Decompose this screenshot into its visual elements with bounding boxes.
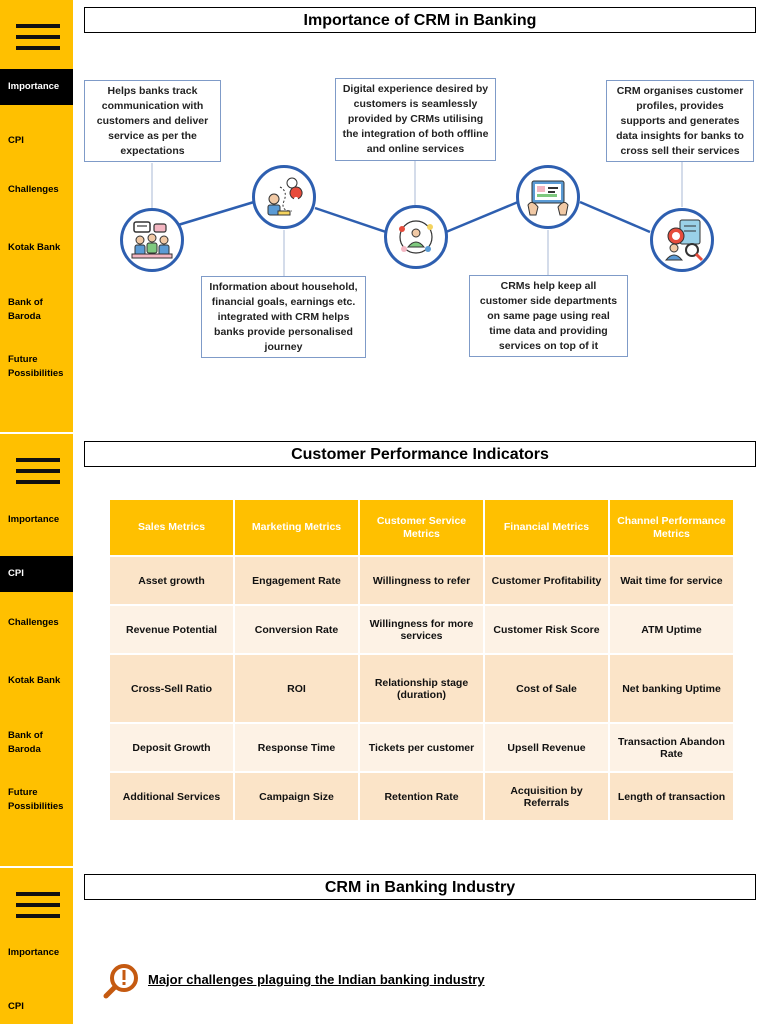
nav-challenges[interactable]: Challenges xyxy=(8,617,59,628)
info-box-personalised-journey: Information about household, financial goals, earnings etc. integrated with CRM helps banks provide personalised journey xyxy=(201,276,366,358)
nav-importance[interactable]: Importance xyxy=(8,514,60,525)
column-header: Financial Metrics xyxy=(484,499,609,556)
nav-cpi[interactable]: CPI xyxy=(0,556,73,592)
info-box-cross-sell: CRM organises customer profiles, provides supports and generates data insights for banks to cross sell their services xyxy=(606,80,754,162)
table-cell: Cost of Sale xyxy=(484,654,609,723)
table-row xyxy=(109,723,734,772)
nav-importance[interactable]: Importance xyxy=(0,69,73,105)
column-header: Customer Service Metrics xyxy=(359,499,484,556)
nav-bank-of-baroda[interactable]: Bank of Baroda xyxy=(8,730,43,755)
table-cell: Upsell Revenue xyxy=(484,723,609,772)
nav-kotak-bank[interactable]: Kotak Bank xyxy=(8,675,61,686)
nav-kotak-bank[interactable]: Kotak Bank xyxy=(8,242,61,253)
table-cell: Asset growth xyxy=(109,556,234,605)
menu-icon[interactable] xyxy=(16,892,60,918)
menu-icon[interactable] xyxy=(16,458,60,484)
table-cell: Revenue Potential xyxy=(109,605,234,654)
table-cell: Acquisition by Referrals xyxy=(484,772,609,821)
nav-future-possibilities[interactable]: Future Possibilities xyxy=(8,354,64,379)
warning-search-icon xyxy=(102,962,142,1000)
financial-planning-icon xyxy=(252,165,316,229)
nav-bank-of-baroda[interactable]: Bank of Baroda xyxy=(8,297,43,322)
section-title: CRM in Banking Industry xyxy=(84,874,756,900)
table-cell: Net banking Uptime xyxy=(609,654,734,723)
digital-network-icon xyxy=(384,205,448,269)
nav-future-possibilities[interactable]: Future Possibilities xyxy=(8,787,64,812)
table-cell: Retention Rate xyxy=(359,772,484,821)
table-cell: Engagement Rate xyxy=(234,556,359,605)
challenges-heading: Major challenges plaguing the Indian banking industry xyxy=(148,972,485,987)
table-cell: Customer Risk Score xyxy=(484,605,609,654)
table-row xyxy=(109,772,734,821)
table-cell: Willingness to refer xyxy=(359,556,484,605)
nav-cpi[interactable]: CPI xyxy=(8,135,24,146)
table-cell: Transaction Abandon Rate xyxy=(609,723,734,772)
sidebar xyxy=(0,434,73,866)
slide-crm-industry xyxy=(0,868,768,1024)
table-header-row xyxy=(109,499,734,556)
column-header: Channel Performance Metrics xyxy=(609,499,734,556)
realtime-dashboard-icon xyxy=(516,165,580,229)
table-cell: Wait time for service xyxy=(609,556,734,605)
table-row xyxy=(109,556,734,605)
column-header: Sales Metrics xyxy=(109,499,234,556)
column-header: Marketing Metrics xyxy=(234,499,359,556)
team-meeting-icon xyxy=(120,208,184,272)
table-cell: Customer Profitability xyxy=(484,556,609,605)
table-cell: Deposit Growth xyxy=(109,723,234,772)
info-box-digital-experience: Digital experience desired by customers is seamlessly provided by CRMs utilising the integration of both offline and online services xyxy=(335,78,496,161)
table-cell: Cross-Sell Ratio xyxy=(109,654,234,723)
customer-insights-icon xyxy=(650,208,714,272)
timeline-connectors xyxy=(0,0,768,432)
sidebar xyxy=(0,868,73,1024)
table-row xyxy=(109,654,734,723)
cpi-table xyxy=(108,498,735,822)
table-cell: Length of transaction xyxy=(609,772,734,821)
table-cell: ATM Uptime xyxy=(609,605,734,654)
table-cell: Relationship stage (duration) xyxy=(359,654,484,723)
info-box-communication: Helps banks track communication with customers and deliver service as per the expectations xyxy=(84,80,221,162)
nav-cpi[interactable]: CPI xyxy=(8,1001,24,1012)
table-cell: Response Time xyxy=(234,723,359,772)
table-cell: Campaign Size xyxy=(234,772,359,821)
page-title: Importance of CRM in Banking xyxy=(84,7,756,33)
info-box-real-time-data: CRMs help keep all customer side departments on same page using real time data and providing services on top of it xyxy=(469,275,628,357)
nav-challenges[interactable]: Challenges xyxy=(8,184,59,195)
table-cell: Tickets per customer xyxy=(359,723,484,772)
table-cell: Willingness for more services xyxy=(359,605,484,654)
nav-importance[interactable]: Importance xyxy=(8,947,60,958)
table-cell: Conversion Rate xyxy=(234,605,359,654)
slide-importance xyxy=(0,0,768,432)
table-cell: Additional Services xyxy=(109,772,234,821)
table-cell: ROI xyxy=(234,654,359,723)
table-row xyxy=(109,605,734,654)
section-title: Customer Performance Indicators xyxy=(84,441,756,467)
